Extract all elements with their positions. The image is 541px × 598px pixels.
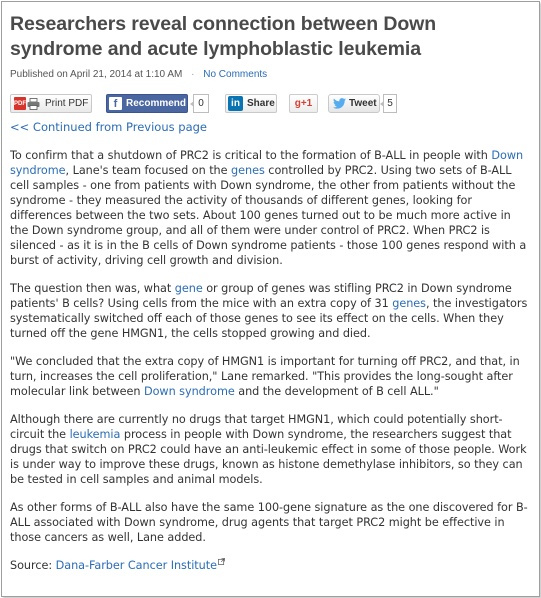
- article-body: [10, 148, 532, 573]
- google-plus-label: g+1: [294, 98, 313, 109]
- paragraph-text: or group of genes was stifling PRC2 in Down syndrome patients' B cells? Using cells from the mice with an extra copy of 31: [10, 282, 512, 310]
- paragraph-text: Although there are currently no drugs that target HMGN1, which could potentially short-circuit the: [10, 413, 503, 441]
- facebook-label: Recommend: [126, 98, 187, 109]
- paragraph-3: [10, 354, 532, 399]
- article-meta: [10, 69, 532, 83]
- gene-link[interactable]: gene: [174, 282, 203, 295]
- print-pdf-label: Print PDF: [45, 98, 89, 109]
- tweet-label: Tweet: [349, 98, 377, 109]
- comments-link[interactable]: No Comments: [203, 69, 268, 80]
- article-frame: [1, 1, 540, 597]
- down-syndrome-link-2[interactable]: Down syndrome: [143, 385, 235, 398]
- paragraph-1: [10, 148, 532, 268]
- continued-previous-link[interactable]: << Continued from Previous page: [10, 120, 207, 134]
- article-title: Researchers reveal connection between Down syndrome and acute lymphoblastic leukemia: [10, 13, 437, 60]
- linkedin-icon: in: [228, 96, 243, 111]
- paragraph-text: process in people with Down syndrome, the researchers suggest that drugs that switch on PRC2 could have an anti-leukemic effect in some of those people. Work is under way to improve these drugs, known as histone demethylase inhibitors, so they can be tested in cell samples and animal models.: [10, 428, 527, 486]
- source-label: Source:: [10, 559, 56, 572]
- source-link[interactable]: Dana-Farber Cancer Institute: [55, 559, 217, 572]
- linkedin-share-button[interactable]: [225, 94, 277, 113]
- linkedin-label: Share: [247, 98, 275, 109]
- article-container: [10, 12, 532, 586]
- genes-link-2[interactable]: genes: [392, 297, 426, 310]
- paragraph-text: The question then was, what: [10, 282, 175, 295]
- pdf-icon: PDF: [14, 97, 26, 110]
- source-line: [10, 558, 532, 573]
- printer-icon: [27, 98, 40, 110]
- paragraph-text: , the investigators systematically switched off each of those genes to see its effect on the cells. When they turned off the gene HMGN1, the cells stopped growing and died.: [10, 297, 528, 340]
- genes-link[interactable]: genes: [231, 164, 265, 177]
- twitter-bird-icon: [333, 98, 346, 109]
- print-pdf-button[interactable]: [10, 94, 92, 113]
- paragraph-text: , Lane's team focused on the: [65, 164, 232, 177]
- down-syndrome-link[interactable]: Down syndrome: [10, 149, 524, 177]
- tweet-count: 5: [383, 94, 397, 113]
- leukemia-link[interactable]: leukemia: [69, 428, 121, 441]
- paragraph-4: [10, 412, 532, 487]
- continued-nav: [10, 120, 532, 137]
- paragraph-text: "We concluded that the extra copy of HMGN1 is important for turning off PRC2, and that, in turn, increases the cell proliferation," Lane remarked. "This provides the long-sought after molecular link between: [10, 355, 520, 398]
- published-date: Published on April 21, 2014 at 1:10 AM: [10, 69, 183, 80]
- paragraph-2: [10, 281, 532, 341]
- paragraph-text: controlled by PRC2. Using two sets of B-ALL cell samples - one from patients with Down syndrome, the other from patients without the syndrome - they measured the activity of thousands of different genes, looking for differences between the two sets. About 100 genes turned out to be much more active in the Down syndrome group, and all of them were under control of PRC2. When PRC2 is silenced - as it is in the B cells of Down syndrome patients - those 100 genes respond with a burst of activity, driving cell growth and division.: [10, 164, 527, 267]
- paragraph-text: As other forms of B-ALL also have the same 100-gene signature as the one discovered for B-ALL associated with Down syndrome, drug agents that target PRC2 might be effective in those cancers as well, Lane added.: [10, 501, 528, 544]
- facebook-icon: f: [109, 97, 122, 110]
- facebook-recommend-button[interactable]: [106, 94, 188, 113]
- external-link-icon: [218, 558, 225, 565]
- tweet-button[interactable]: [328, 94, 380, 113]
- google-plus-button[interactable]: [289, 94, 318, 113]
- meta-separator: ·: [191, 69, 195, 80]
- paragraph-5: [10, 500, 532, 545]
- share-bar: [10, 94, 532, 116]
- paragraph-text: and the development of B cell ALL.": [234, 385, 439, 398]
- facebook-count: 0: [193, 94, 209, 113]
- paragraph-text: To confirm that a shutdown of PRC2 is critical to the formation of B-ALL in people with: [10, 149, 492, 162]
